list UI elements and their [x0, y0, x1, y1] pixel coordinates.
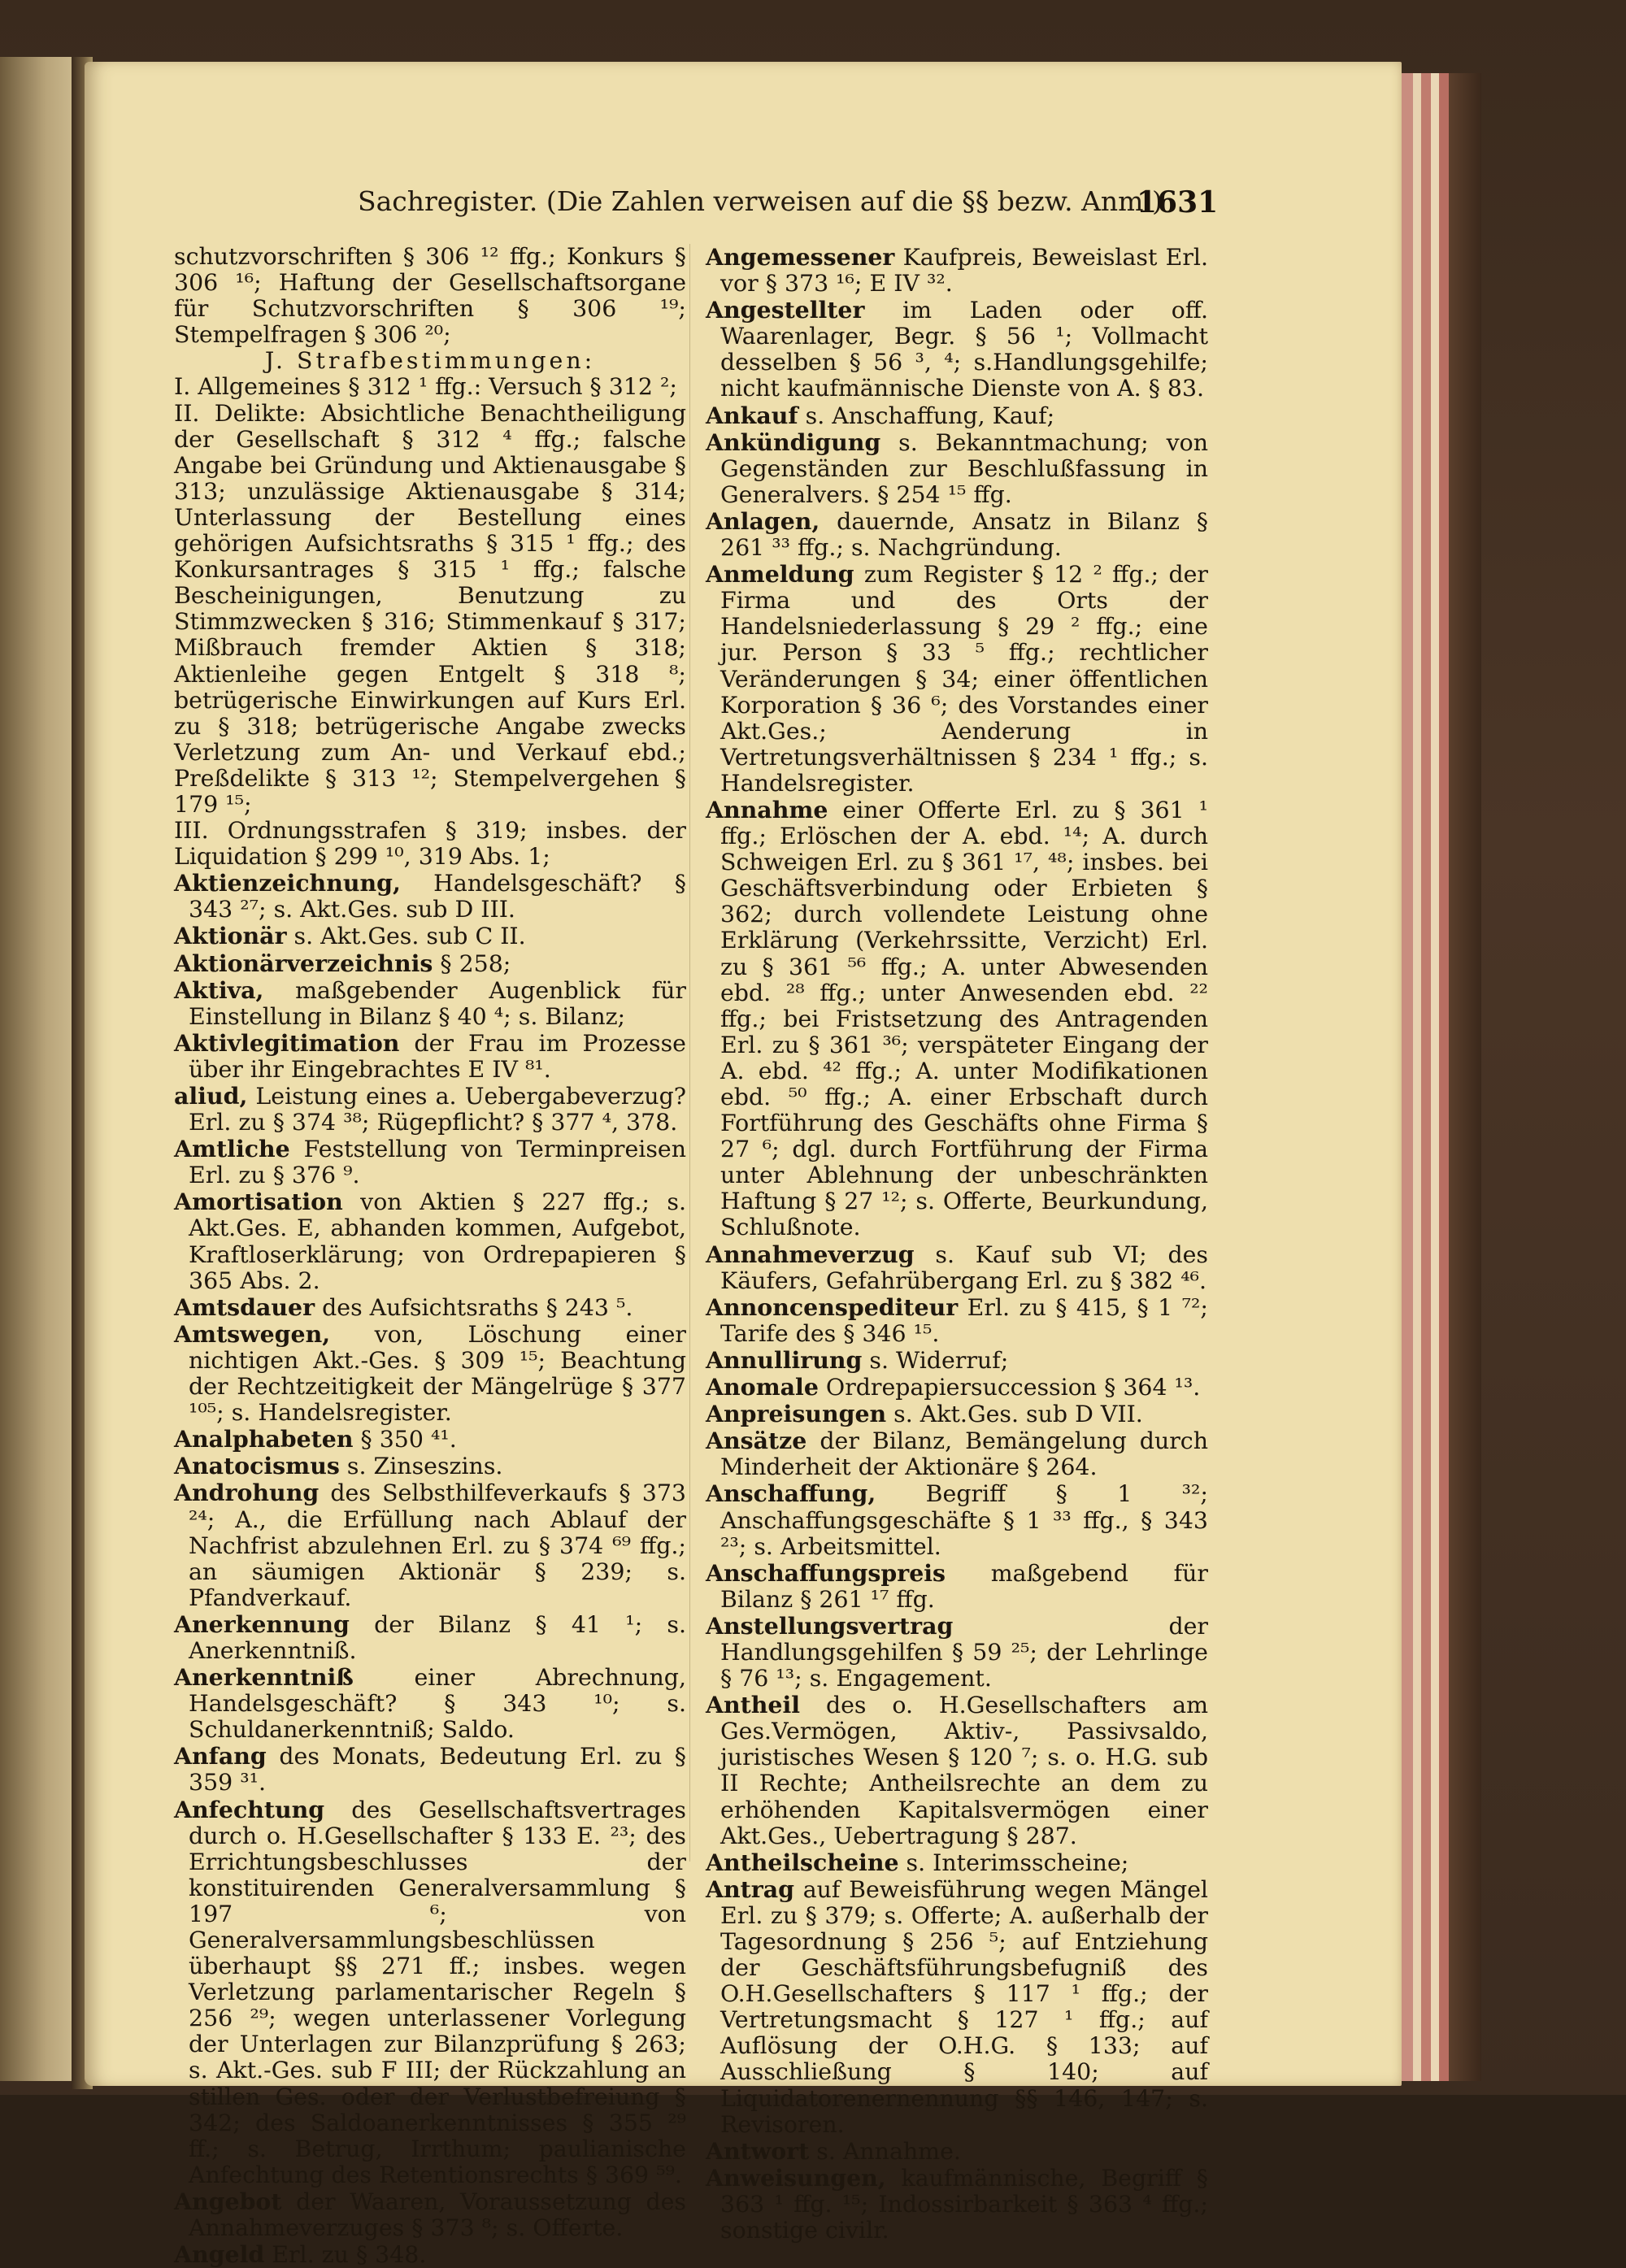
index-keyword: Anschaffungspreis	[706, 1558, 946, 1587]
index-text: Erl. zu § 348.	[264, 2241, 427, 2268]
index-keyword: Anerkenntniß	[174, 1663, 354, 1692]
index-text: von Aktien § 227 ffg.; s. Akt.Ges. E, abhanden kommen, Aufgebot, Kraftloserklärung; von Ordrepapieren § 365 Abs. 2.	[189, 1188, 686, 1294]
index-keyword: Antheilscheine	[706, 1848, 899, 1876]
page-edge-1	[1402, 73, 1413, 2081]
index-entry	[174, 1321, 686, 1426]
index-entry	[174, 1083, 686, 1136]
running-header: Sachregister. (Die Zahlen verweisen auf die §§ bezw. Anm.)	[358, 185, 1163, 217]
index-keyword: Aktionär	[174, 922, 287, 950]
index-keyword: Aktivlegitimation	[174, 1028, 400, 1057]
index-entry	[174, 1611, 686, 1664]
index-entry	[706, 1374, 1208, 1401]
index-keyword: aliud,	[174, 1082, 248, 1110]
index-entry	[174, 1426, 686, 1453]
left-page-edge	[0, 57, 77, 2081]
index-text: der Bilanz, Bemängelung durch Minderheit der Aktionäre § 264.	[720, 1427, 1208, 1481]
page-edge-4	[1431, 73, 1439, 2081]
index-entry	[706, 2165, 1208, 2244]
page-edge-3	[1421, 73, 1431, 2081]
index-entry	[706, 244, 1208, 297]
index-text: III. Ordnungsstrafen § 319; insbes. der Liquidation § 299 ¹⁰, 319 Abs. 1;	[174, 817, 686, 871]
left-column	[174, 244, 686, 2268]
index-keyword: Angestellter	[706, 296, 865, 324]
index-keyword: Anomale	[706, 1373, 819, 1401]
index-keyword: Anfechtung	[174, 1795, 325, 1823]
index-entry	[706, 1401, 1208, 1427]
index-keyword: Anatocismus	[174, 1452, 340, 1480]
index-keyword: Amtswegen,	[174, 1319, 331, 1348]
index-entry	[174, 374, 686, 400]
index-text: auf Beweisführung wegen Mängel Erl. zu § 379; s. Offerte; A. außerhalb der Tagesordnung § 256 ⁵; auf Entziehung der Geschäftsführungsbefugniß des O.H.Gesellschafters § 117 ¹ ffg.; der Vertretungsmacht § 127 ¹ ffg.; auf Auflösung der O.H.G. § 133; auf Ausschließung § 140; auf Liquidatorenernennung §§ 146, 147; s. Revisoren.	[720, 1875, 1208, 2138]
index-keyword: Amtsdauer	[174, 1293, 315, 1321]
index-entry	[706, 402, 1208, 429]
index-entry	[174, 2241, 686, 2268]
index-text: dauernde, Ansatz in Bilanz § 261 ³³ ffg.; s. Nachgründung.	[720, 507, 1208, 562]
index-text: Feststellung von Terminpreisen Erl. zu § 376 ⁹.	[189, 1136, 686, 1189]
index-entry	[706, 1347, 1208, 1374]
index-keyword: Angemessener	[706, 243, 895, 271]
index-entry	[174, 1294, 686, 1321]
index-text: des Aufsichtsraths § 243 ⁵.	[315, 1293, 633, 1321]
index-text: des Gesellschaftsvertrages durch o. H.Gesellschafter § 133 E. ²³; des Errichtungsbeschlusses der konstituirenden Generalversammlung § 197 ⁶; von Generalversammlungsbeschlüssen überhaupt §§ 271 ff.; insbes. wegen Verletzung parlamentarischer Regeln § 256 ²⁹; wegen unterlassener Vorlegung der Unterlagen zur Bilanzprüfung § 263; s. Akt.-Ges. sub F III; der Rückzahlung an stillen Ges. oder der Verlustbefreiung § 342; des Saldoanerkenntnisses § 355 ²⁹ ff.; s. Betrug, Irrthum; paulianische Anfechtung des Retentionsrechts § 369 ⁵⁹.	[189, 1796, 686, 2188]
index-keyword: Anmeldung	[706, 560, 854, 589]
index-entry	[706, 1692, 1208, 1849]
index-text: der Bilanz § 41 ¹; s. Anerkenntniß.	[189, 1610, 686, 1664]
index-text: von, Löschung einer nichtigen Akt.-Ges. § 309 ¹⁵; Beachtung der Rechtzeitigkeit der Mängelrüge § 377 ¹⁰⁵; s. Handelsregister.	[189, 1320, 686, 1427]
index-text: s. Interimsscheine;	[898, 1849, 1129, 1876]
index-entry	[174, 1188, 686, 1293]
index-entry	[706, 797, 1208, 1241]
index-keyword: Annoncenspediteur	[706, 1293, 959, 1321]
index-text: maßgebend für Bilanz § 261 ¹⁷ ffg.	[720, 1559, 1208, 1613]
index-text: s. Kauf sub VI; des Käufers, Gefahrübergang Erl. zu § 382 ⁴⁶.	[720, 1240, 1208, 1294]
index-text: s. Akt.Ges. sub D VII.	[886, 1401, 1143, 1428]
index-text: Begriff § 1 ³²; Anschaffungsgeschäfte § 1 ³³ ffg., § 343 ²³; s. Arbeitsmittel.	[720, 1480, 1208, 1560]
index-keyword: Antrag	[706, 1875, 794, 1903]
index-text: s. Akt.Ges. sub C II.	[286, 923, 526, 950]
index-text: s. Widerruf;	[862, 1346, 1009, 1374]
index-entry	[174, 923, 686, 949]
index-text: kaufmännische, Begriff § 363 ¹ ffg. ¹⁵; Indossirbarkeit § 363 ⁴ ffg.; sonstige civilr.	[720, 2164, 1208, 2244]
index-entry	[706, 429, 1208, 508]
index-keyword: Annahme	[706, 795, 828, 823]
right-column	[706, 244, 1208, 2244]
index-keyword: Annullirung	[706, 1345, 863, 1374]
page-number: 1631	[1137, 185, 1219, 219]
back-cover-edge	[1449, 73, 1481, 2081]
index-text: des Monats, Bedeutung Erl. zu § 359 ³¹.	[189, 1743, 686, 1797]
index-entry	[706, 1241, 1208, 1294]
index-text: s. Bekanntmachung; von Gegenständen zur Beschlußfassung in Generalvers. § 254 ¹⁵ ffg.	[720, 428, 1208, 508]
index-keyword: Anstellungsvertrag	[706, 1611, 954, 1640]
index-text: s. Anschaffung, Kauf;	[798, 402, 1055, 429]
index-keyword: Ankauf	[706, 401, 798, 429]
index-text: einer Abrechnung, Handelsgeschäft? § 343 ¹⁰; s. Schuldanerkenntniß; Saldo.	[189, 1664, 686, 1744]
index-text: Kaufpreis, Beweislast Erl. vor § 373 ¹⁶; E IV ³².	[720, 244, 1208, 298]
index-entry	[706, 1876, 1208, 2138]
index-entry	[706, 297, 1208, 402]
column-divider	[689, 244, 690, 1862]
index-entry	[174, 2188, 686, 2241]
index-text: schutzvorschriften § 306 ¹² ffg.; Konkurs § 306 ¹⁶; Haftung der Gesellschaftsorgane für Schutzvorschriften § 306 ¹⁹; Stempelfragen § 306 ²⁰;	[174, 243, 686, 349]
index-text: I. Allgemeines § 312 ¹ ffg.: Versuch § 312 ²;	[174, 373, 677, 401]
index-text: Handelsgeschäft? § 343 ²⁷; s. Akt.Ges. sub D III.	[189, 870, 686, 923]
index-text: § 350 ⁴¹.	[353, 1426, 457, 1453]
index-text: einer Offerte Erl. zu § 361 ¹ ffg.; Erlöschen der A. ebd. ¹⁴; A. durch Schweigen Erl. zu § 361 ¹⁷, ⁴⁸; insbes. bei Geschäftsverbindung oder Erbieten § 362; durch vollendete Leistung ohne Erklärung (Verkehrssitte, Verzicht) Erl. zu § 361 ⁵⁶ ffg.; A. unter Abwesenden ebd. ²⁸ ffg.; unter Anwesenden ebd. ²² ffg.; bei Fristsetzung des Antragenden Erl. zu § 361 ³⁶; verspäteter Eingang der A. ebd. ⁴² ffg.; A. unter Modifikationen ebd. ⁵⁰ ffg.; A. einer Erbschaft durch Fortführung des Geschäfts ohne Firma § 27 ⁶; dgl. durch Fortführung der Firma unter Ablehnung der unbeschränkten Haftung § 27 ¹²; s. Offerte, Beurkundung, Schlußnote.	[720, 796, 1208, 1241]
index-keyword: Aktienzeichnung,	[174, 869, 401, 897]
index-keyword: Amortisation	[174, 1188, 343, 1216]
index-entry	[174, 1030, 686, 1083]
index-keyword: Angebot	[174, 2187, 282, 2215]
index-text: II. Delikte: Absichtliche Benachtheiligung der Gesellschaft § 312 ⁴ ffg.; falsche Angabe bei Gründung und Aktienausgabe § 313; unzulässige Aktienausgabe § 314; Unterlassung der Bestellung eines gehörigen Aufsichtsraths § 315 ¹ ffg.; des Konkursantrages § 315 ¹ ffg.; falsche Bescheinigungen, Benutzung zu Stimmzwecken § 316; Stimmenkauf § 317; Mißbrauch fremder Aktien § 318; Aktienleihe gegen Entgelt § 318 ⁸; betrügerische Einwirkungen auf Kurs Erl. zu § 318; betrügerische Angabe zwecks Verletzung zum An- und Verkauf ebd.; Preßdelikte § 313 ¹²; Stempelvergehen § 179 ¹⁵;	[174, 399, 686, 818]
index-keyword: Antwort	[706, 2136, 810, 2165]
index-entry	[174, 1797, 686, 2188]
section-heading: J. Strafbestimmungen:	[264, 347, 596, 375]
index-entry	[706, 508, 1208, 561]
index-entry	[174, 401, 686, 819]
index-entry	[706, 561, 1208, 797]
index-keyword: Ansätze	[706, 1427, 807, 1455]
index-text: zum Register § 12 ² ffg.; der Firma und des Orts der Handelsniederlassung § 29 ² ffg.; eine jur. Person § 33 ⁵ ffg.; rechtlicher Veränderungen § 34; einer öffentlichen Korporation § 36 ⁶; des Vorstandes einer Akt.Ges.; Aenderung in Vertretungsverhältnissen § 234 ¹ ffg.; s. Handelsregister.	[720, 561, 1208, 797]
index-keyword: Aktiva,	[174, 975, 264, 1004]
index-entry	[174, 1664, 686, 1743]
index-text: der Handlungsgehilfen § 59 ²⁵; der Lehrlinge § 76 ¹³; s. Engagement.	[720, 1612, 1208, 1692]
index-entry	[706, 1560, 1208, 1613]
index-keyword: Anerkennung	[174, 1610, 350, 1638]
index-keyword: Anlagen,	[706, 506, 820, 535]
index-entry	[174, 870, 686, 923]
index-entry	[706, 1613, 1208, 1692]
index-entry	[706, 1427, 1208, 1480]
index-keyword: Anfang	[174, 1742, 267, 1771]
index-keyword: Analphabeten	[174, 1425, 354, 1453]
index-entry	[706, 1294, 1208, 1347]
index-text: Leistung eines a. Uebergabeverzug? Erl. zu § 374 ³⁸; Rügepflicht? § 377 ⁴, 378.	[189, 1083, 686, 1136]
index-entry	[174, 950, 686, 977]
index-entry	[174, 1743, 686, 1796]
index-text: des o. H.Gesellschafters am Ges.Vermögen, Aktiv-, Passivsaldo, juristisches Wesen § 120 ⁷; s. o. H.G. sub II Rechte; Antheilsrechte an dem zu erhöhenden Kapitalsvermögen einer Akt.Ges., Uebertragung § 287.	[720, 1692, 1208, 1849]
index-entry	[174, 244, 686, 348]
index-entry	[174, 1453, 686, 1479]
index-text: im Laden oder off. Waarenlager, Begr. § 56 ¹; Vollmacht desselben § 56 ³, ⁴; s.Handlungsgehilfe; nicht kaufmännische Dienste von A. § 83.	[720, 297, 1208, 402]
index-entry	[174, 977, 686, 1030]
index-keyword: Antheil	[706, 1691, 801, 1719]
index-entry	[706, 1480, 1208, 1559]
page-edge-2	[1413, 73, 1421, 2081]
index-keyword: Ankündigung	[706, 428, 881, 456]
index-entry	[174, 1479, 686, 1610]
index-text: der Waaren, Voraussetzung des Annahmeverzuges § 373 ⁸; s. Offerte.	[189, 2188, 686, 2242]
index-entry	[174, 1136, 686, 1188]
index-text: Erl. zu § 415, § 1 ⁷²; Tarife des § 346 ¹⁵.	[720, 1293, 1208, 1347]
index-text: § 258;	[433, 949, 511, 977]
index-keyword: Anweisungen,	[706, 2163, 886, 2192]
index-entry	[706, 1849, 1208, 1876]
index-text: s. Annahme.	[809, 2137, 961, 2165]
index-keyword: Anpreisungen	[706, 1400, 887, 1428]
index-text: s. Zinseszins.	[339, 1453, 503, 1480]
index-entry	[706, 2138, 1208, 2165]
index-text: des Selbsthilfeverkaufs § 373 ²⁴; A., die Erfüllung nach Ablauf der Nachfrist abzulehnen Erl. zu § 374 ⁶⁹ ffg.; an säumigen Aktionär § 239; s. Pfandverkauf.	[189, 1479, 686, 1611]
index-text: maßgebender Augenblick für Einstellung in Bilanz § 40 ⁴; s. Bilanz;	[189, 976, 686, 1030]
index-keyword: Androhung	[174, 1479, 320, 1507]
index-entry	[174, 818, 686, 870]
index-keyword: Aktionärverzeichnis	[174, 949, 433, 977]
index-text: Ordrepapiersuccession § 364 ¹³.	[818, 1374, 1201, 1401]
index-keyword: Amtliche	[174, 1135, 290, 1163]
index-text: der Frau im Prozesse über ihr Eingebrachtes E IV ⁸¹.	[189, 1029, 686, 1083]
index-keyword: Angeld	[174, 2240, 265, 2268]
index-keyword: Annahmeverzug	[706, 1240, 915, 1268]
page-edge-5	[1439, 73, 1449, 2081]
index-keyword: Anschaffung,	[706, 1479, 876, 1508]
